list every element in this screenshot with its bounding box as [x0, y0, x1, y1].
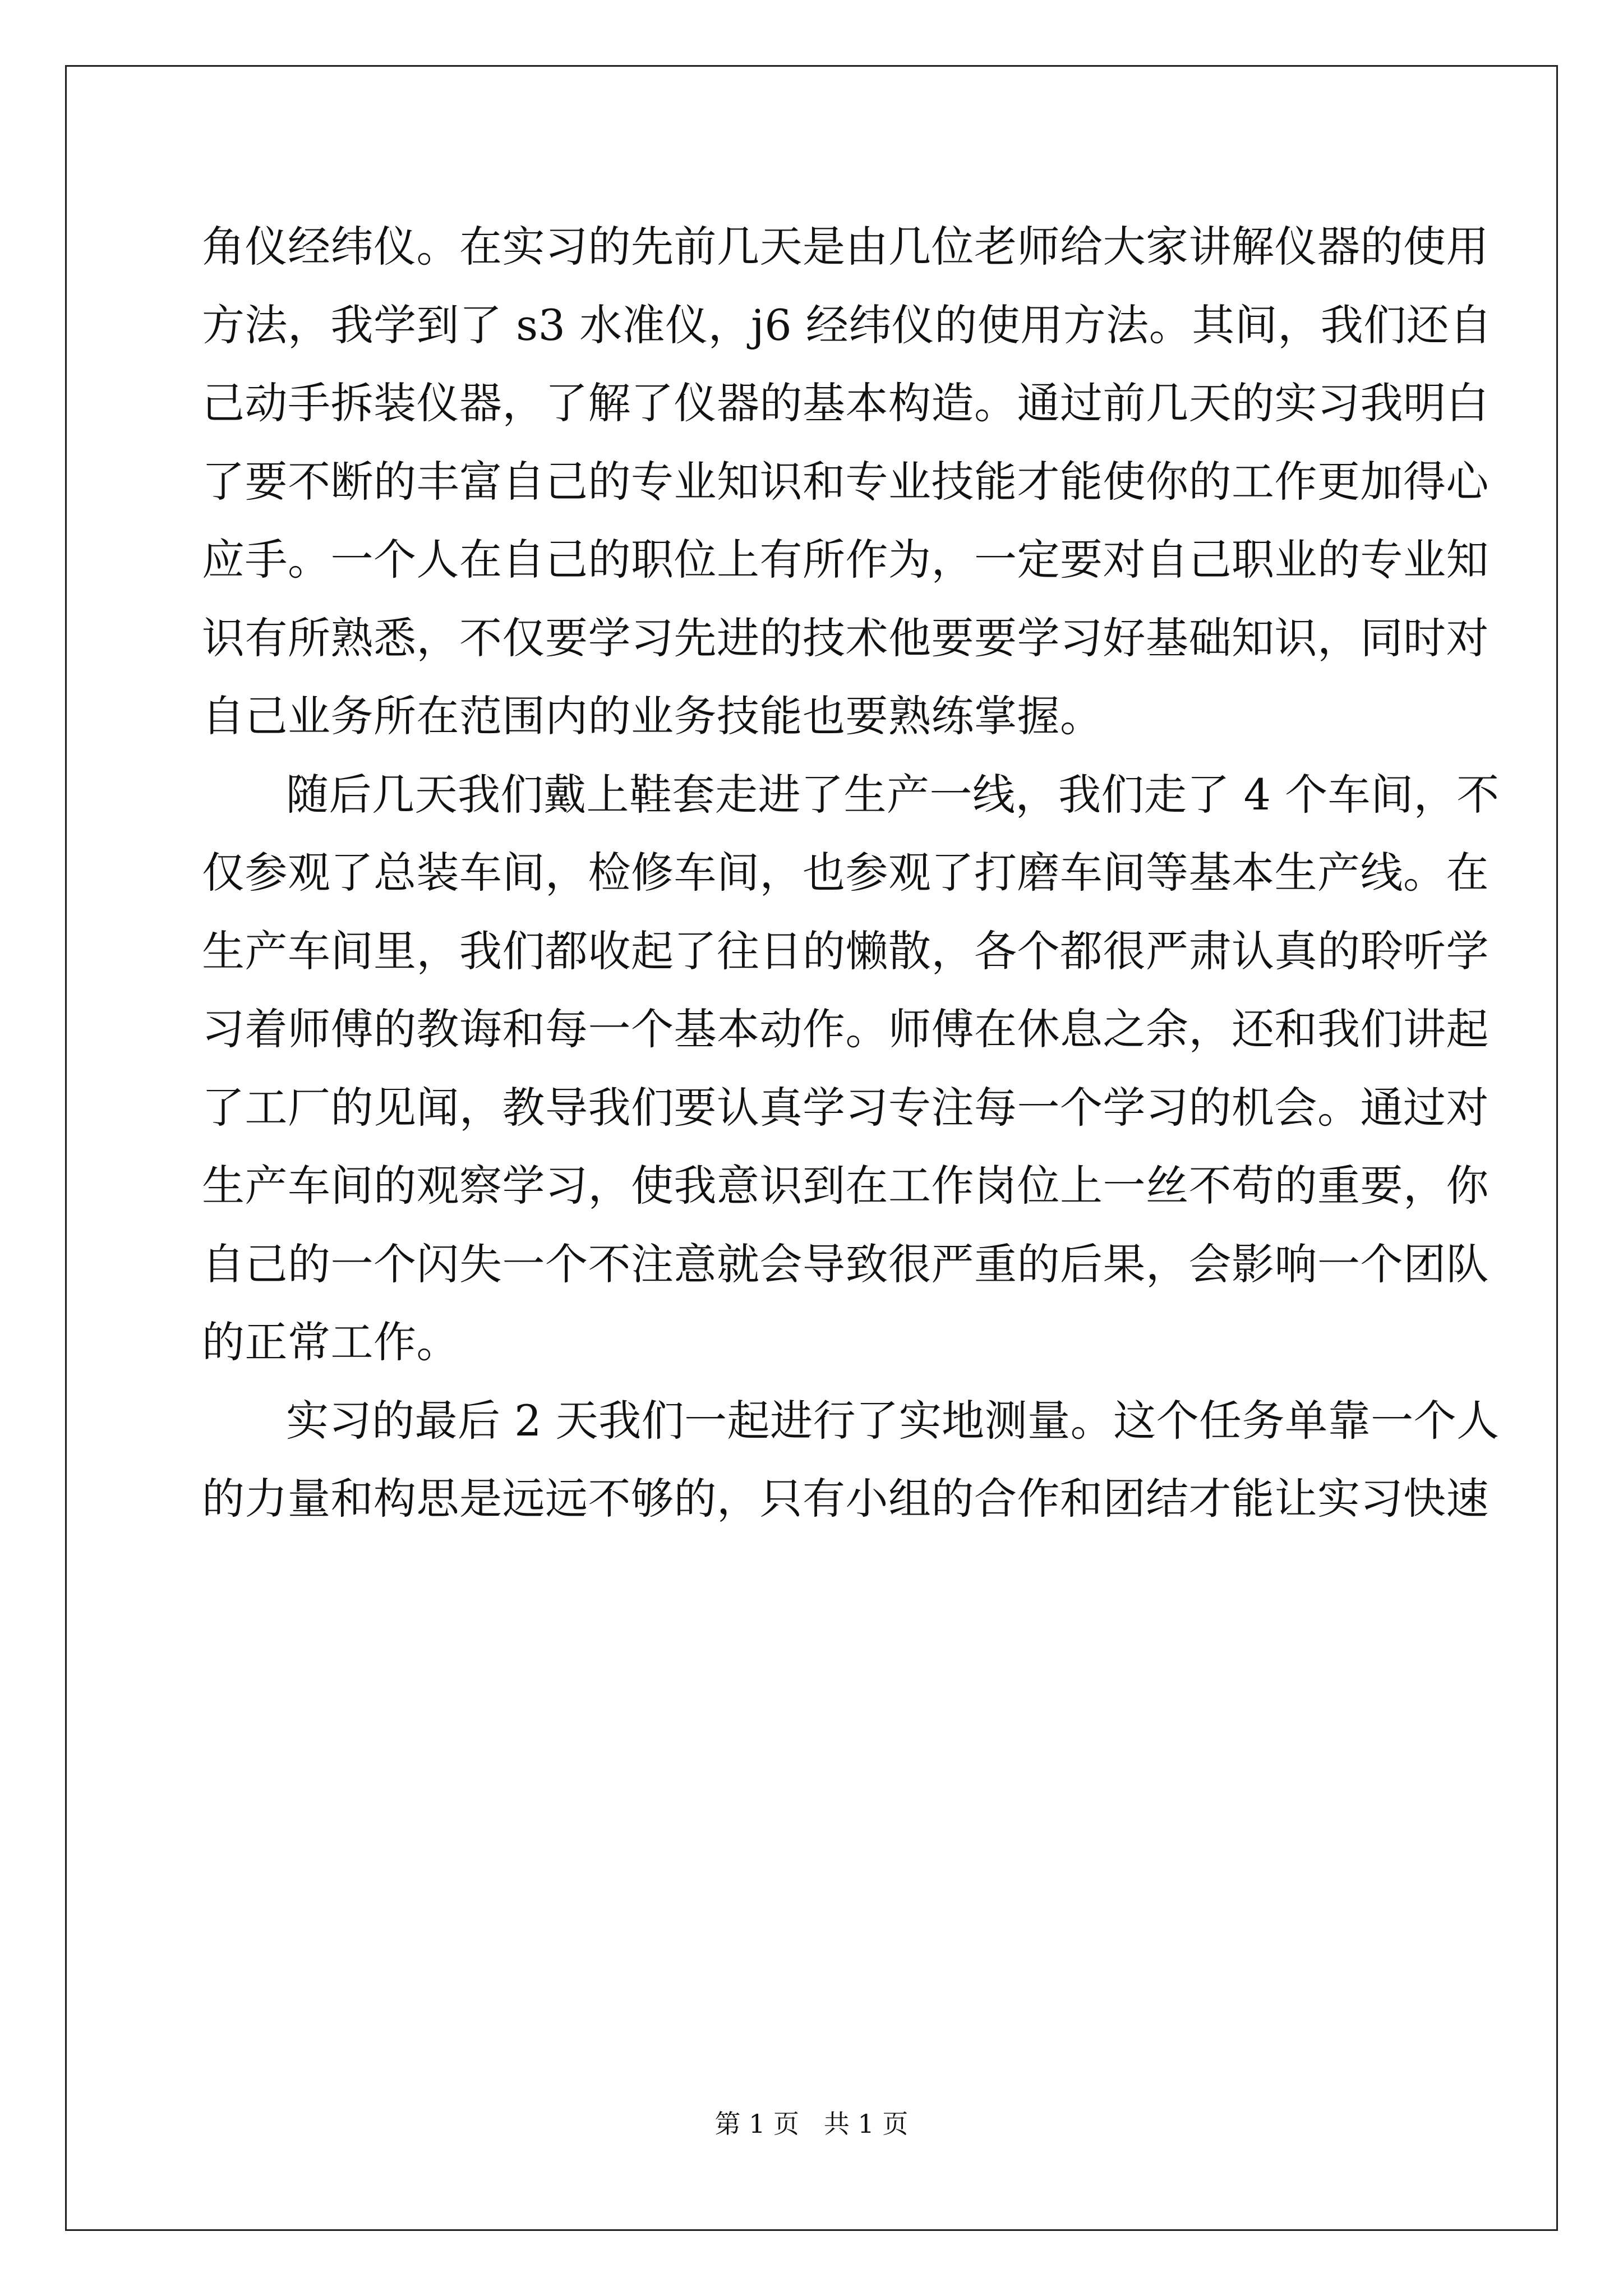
text-line: 习着师傅的教诲和每一个基本动作。师傅在休息之余，还和我们讲起 — [202, 1004, 1489, 1054]
text-line: 了要不断的丰富自己的专业知识和专业技能才能使你的工作更加得心 — [202, 456, 1489, 507]
text-line: 识有所熟悉，不仅要学习先进的技术他要要学习好基础知识，同时对 — [202, 613, 1489, 663]
text-line: 应手。一个人在自己的职位上有所作为，一定要对自己职业的专业知 — [202, 535, 1489, 585]
text-line: 生产车间里，我们都收起了往日的懒散，各个都很严肃认真的聆听学 — [202, 926, 1489, 976]
text-line: 仅参观了总装车间，检修车间，也参观了打磨车间等基本生产线。在 — [202, 848, 1489, 898]
text-line: 方法，我学到了 s3 水准仪，j6 经纬仪的使用方法。其间，我们还自 — [202, 300, 1492, 350]
text-line: 的力量和构思是远远不够的，只有小组的合作和团结才能让实习快速 — [202, 1474, 1489, 1524]
text-line-paragraph-end: 的正常工作。 — [202, 1317, 459, 1367]
text-line: 自己的一个闪失一个不注意就会导致很严重的后果，会影响一个团队 — [202, 1239, 1489, 1289]
text-line-paragraph-start: 实习的最后 2 天我们一起进行了实地测量。这个任务单靠一个人 — [286, 1395, 1500, 1446]
text-line: 生产车间的观察学习，使我意识到在工作岗位上一丝不苟的重要，你 — [202, 1161, 1489, 1211]
text-line-paragraph-start: 随后几天我们戴上鞋套走进了生产一线，我们走了 4 个车间，不 — [286, 769, 1500, 820]
document-body — [202, 208, 1500, 1538]
text-line: 己动手拆装仪器，了解了仪器的基本构造。通过前几天的实习我明白 — [202, 378, 1489, 428]
page-footer: 第 1 页 共 1 页 — [714, 2109, 909, 2139]
text-line: 了工厂的见闻，教导我们要认真学习专注每一个学习的机会。通过对 — [202, 1082, 1489, 1133]
text-line-paragraph-end: 自己业务所在范围内的业务技能也要熟练掌握。 — [202, 691, 1103, 741]
text-line: 角仪经纬仪。在实习的先前几天是由几位老师给大家讲解仪器的使用 — [202, 222, 1489, 272]
